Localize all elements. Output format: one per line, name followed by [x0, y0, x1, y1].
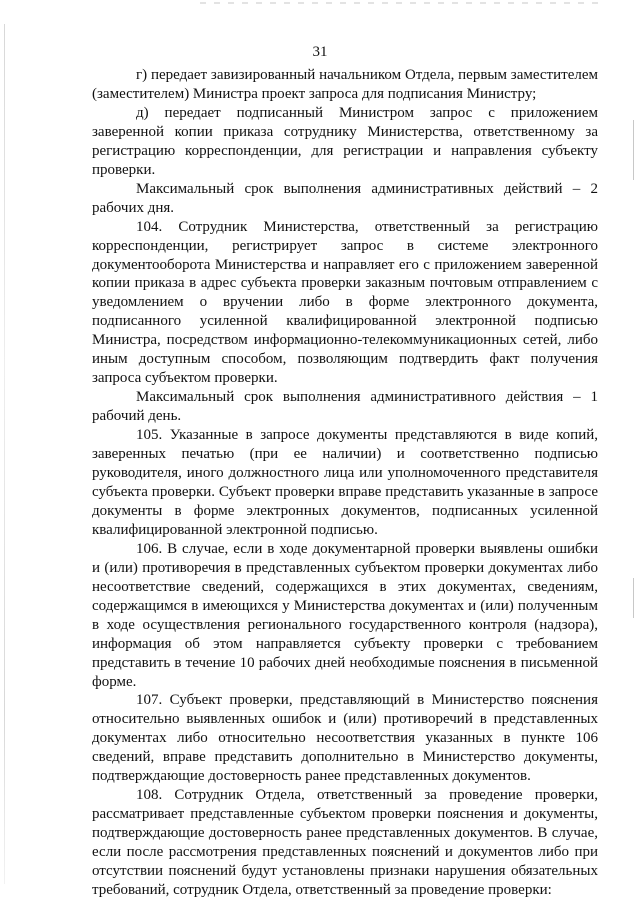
scan-mark-right	[633, 120, 634, 180]
paragraph-d: д) передает подписанный Министром запрос с приложением заверенной копии приказа сотруднику Министерства, ответственному за регистрацию корреспонденции, для регистрации и направления субъекту проверки.	[92, 104, 598, 178]
scan-mark-right	[633, 578, 634, 618]
paragraph-108: 108. Сотрудник Отдела, ответственный за проведение проверки, рассматривает представленные субъектом проверки пояснения и документы, подтверждающие достоверность ранее представленных документов. В случае, если после рассмотрения представленных пояснений и документов либо при отсутствии пояснений будут установлены признаки нарушения обязательных требований, сотрудник Отдела, ответственный за проведение проверки:	[92, 787, 598, 898]
page-number: 31	[312, 44, 328, 60]
paragraph-107: 107. Субъект проверки, представляющий в Министерство пояснения относительно выявленных ошибок и (или) противоречий в представленных документах либо относительно несоответствия указанных в пункте 106 сведений, вправе представить дополнительно в Министерство документы, подтверждающие достоверность ранее представленных документов.	[92, 692, 598, 785]
paragraph-106: 106. В случае, если в ходе документарной проверки выявлены ошибки и (или) противоречия в представленных субъектом проверки документах либо несоответствие сведений, содержащихся в этих документах, сведениям, содержащимся в имеющихся у Министерства документах и (или) полученным в ходе осуществления регионального государственного контроля (надзора), информация об этом направляется субъекту проверки с требованием представить в течение 10 рабочих дней необходимые пояснения в письменной форме.	[92, 540, 598, 690]
paragraph-deadline-1: Максимальный срок выполнения административных действий – 2 рабочих дня.	[92, 180, 598, 216]
scan-noise-top	[200, 2, 600, 4]
scan-edge-left	[4, 24, 5, 884]
paragraph-104: 104. Сотрудник Министерства, ответственный за регистрацию корреспонденции, регистрирует запрос в системе электронного документооборота Министерства и направляет его с приложением заверенной копии приказа в адрес субъекта проверки заказным почтовым отправлением с уведомлением о вручении либо в форме электронного документа, подписанного усиленной квалифицированной электронной подписью Министра, посредством информационно-телекоммуникационных сетей, либо иным доступным способом, позволяющим подтвердить факт получения запроса субъектом проверки.	[92, 218, 598, 387]
paragraph-105: 105. Указанные в запросе документы представляются в виде копий, заверенных печатью (при ее наличии) и соответственно подписью руководителя, иного должностного лица или уполномоченного представителя субъекта проверки. Субъект проверки вправе представить указанные в запросе документы в форме электронных документов, подписанных усиленной квалифицированной электронной подписью.	[92, 427, 598, 538]
document-body	[92, 66, 598, 900]
paragraph-deadline-2: Максимальный срок выполнения административного действия – 1 рабочий день.	[92, 389, 598, 425]
paragraph-g: г) передает завизированный начальником Отдела, первым заместителем (заместителем) Министра проект запроса для подписания Министру;	[92, 67, 598, 102]
